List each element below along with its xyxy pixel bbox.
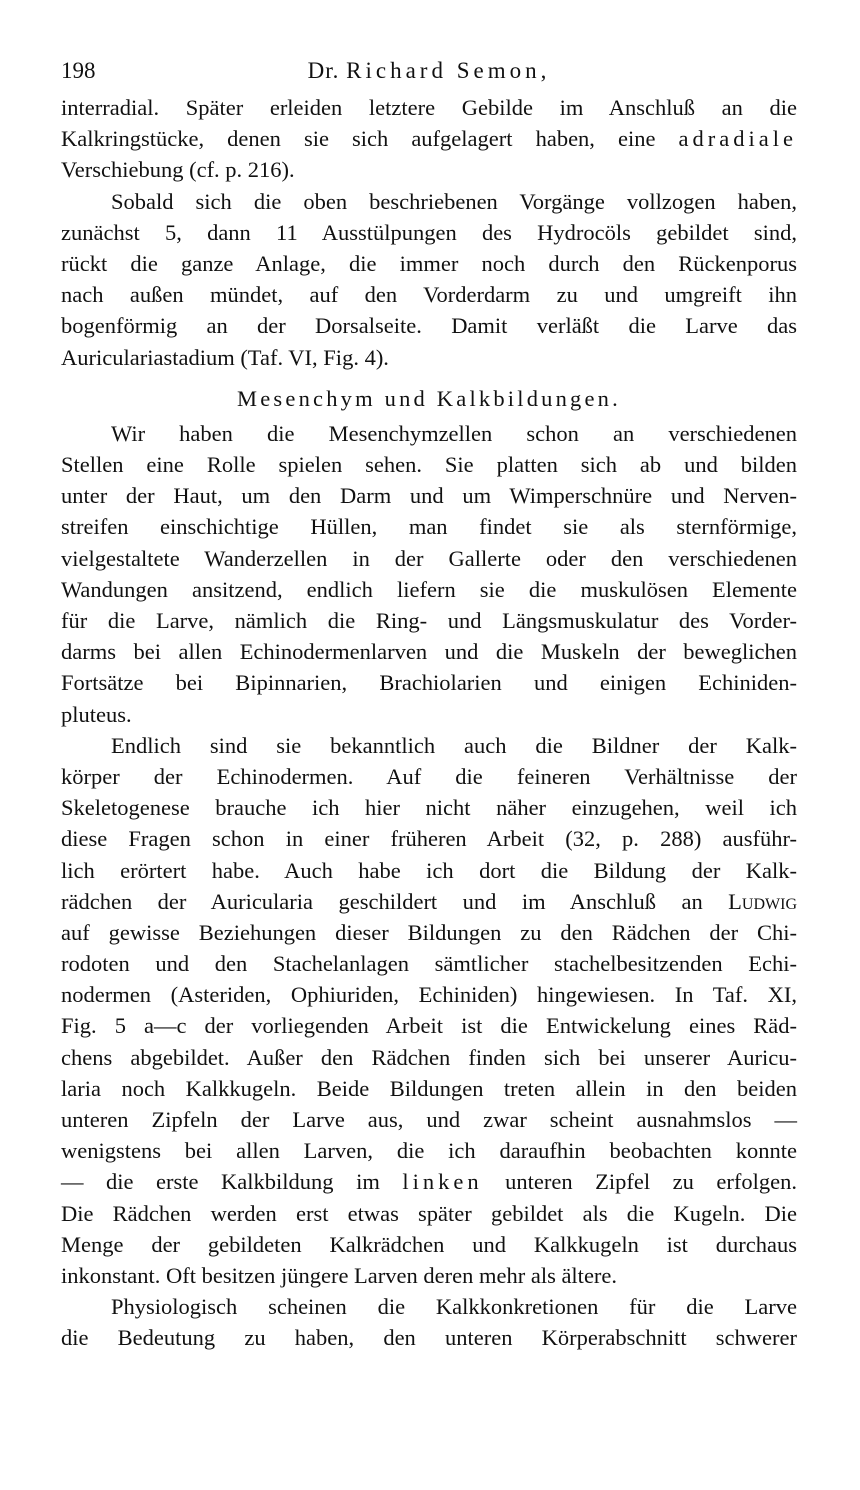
paragraph-3 [61,418,797,730]
text-line: bogenförmig an der Dorsalseite. Damit verläßt die Larve das [61,313,797,339]
text-line: diese Fragen schon in einer früheren Arbeit (32, p. 288) ausführ- [61,826,797,852]
text-line: Menge der gebildeten Kalkrädchen und Kalkkugeln ist durchaus [61,1231,797,1257]
text-line: streifen einschichtige Hüllen, man findet sie als sternförmige, [61,514,797,540]
text-run: Kalkringstücke, denen sie sich aufgelagert haben, eine [61,126,679,152]
author-prefix: Dr. [307,58,340,83]
paragraph-5 [61,1291,797,1353]
text-line: rodoten und den Stachelanlagen sämtlicher stachelbesitzenden Echi- [61,951,797,977]
text-line: Skeletogenese brauche ich hier nicht näher einzugehen, weil ich [61,795,797,821]
text-line: lich erörtert habe. Auch habe ich dort die Bildung der Kalk- [61,857,797,883]
text-line: darms bei allen Echinodermenlarven und die Muskeln der beweglichen [61,639,797,665]
text-line: interradial. Später erleiden letztere Gebilde im Anschluß an die [61,95,797,120]
text-line: Die Rädchen werden erst etwas später gebildet als die Kugeln. Die [61,1200,797,1226]
text-line: Endlich sind sie bekanntlich auch die Bildner der Kalk- [111,732,797,758]
text-line: pluteus. [61,701,132,727]
text-line: inkonstant. Oft besitzen jüngere Larven deren mehr als ältere. [61,1262,618,1288]
text-line: laria noch Kalkkugeln. Beide Bildungen treten allein in den beiden [61,1075,797,1101]
text-run: — die erste Kalkbildung im [61,1169,403,1195]
text-line: Sobald sich die oben beschriebenen Vorgänge vollzogen haben, [111,188,797,214]
paragraph-4 [61,730,797,1291]
running-head [61,52,797,92]
text-line: unter der Haut, um den Darm und um Wimperschnüre und Nerven- [61,483,797,509]
text-line: vielgestaltete Wanderzellen in der Gallerte oder den verschiedenen [61,545,797,571]
text-line: chens abgebildet. Außer den Rädchen finden sich bei unserer Auricu- [61,1044,797,1070]
paragraph-1 [61,92,797,186]
running-title [61,58,797,84]
text-line: Auriculariastadium (Taf. VI, Fig. 4). [61,344,389,370]
text-line: Wir haben die Mesenchymzellen schon an verschiedenen [111,420,797,446]
text-line: unteren Zipfeln der Larve aus, und zwar scheint ausnahmslos — [61,1107,797,1132]
emphasized-word: adradiale [678,126,797,152]
text-line: Physiologisch scheinen die Kalkkonkretionen für die Larve [111,1294,797,1320]
author-name: Richard Semon, [346,58,551,83]
text-line: rückt die ganze Anlage, die immer noch durch den Rückenporus [61,250,797,276]
text-line [61,1166,797,1197]
page-number: 198 [61,58,96,83]
text-line: wenigstens bei allen Larven, die ich daraufhin beobachten konnte [61,1138,797,1164]
text-line: Wandungen ansitzend, endlich liefern sie die muskulösen Elemente [61,576,797,602]
text-line: Verschiebung (cf. p. 216). [61,157,295,183]
text-line: Fortsätze bei Bipinnarien, Brachiolarien und einigen Echiniden- [61,670,797,696]
book-page [61,52,797,1354]
text-run: unteren Zipfel zu erfolgen. [482,1169,797,1195]
text-line: nach außen mündet, auf den Vorderdarm zu und umgreift ihn [61,282,797,308]
body-text [61,92,797,1354]
text-line: Stellen eine Rolle spielen sehen. Sie platten sich ab und bilden [61,452,797,478]
text-line: für die Larve, nämlich die Ring- und Längsmuskulatur des Vorder- [61,608,797,633]
text-line: auf gewisse Beziehungen dieser Bildungen zu den Rädchen der Chi- [61,919,797,945]
text-line: Fig. 5 a—c der vorliegenden Arbeit ist die Entwickelung eines Räd- [61,1013,797,1039]
text-line: zunächst 5, dann 11 Ausstülpungen des Hydrocöls gebildet sind, [61,219,797,245]
text-line: nodermen (Asteriden, Ophiuriden, Echiniden) hingewiesen. In Taf. XI, [61,982,797,1008]
text-line: die Bedeutung zu haben, den unteren Körperabschnitt schwerer [61,1325,797,1351]
paragraph-2 [61,186,797,373]
text-line [61,886,797,917]
text-line: körper der Echinodermen. Auf die feineren Verhältnisse der [61,763,797,789]
text-line [61,123,797,154]
text-run: rädchen der Auricularia geschildert und im Anschluß an [61,888,729,914]
author-citation: Ludwig [728,888,797,914]
section-heading: Mesenchym und Kalkbildungen. [237,385,621,411]
emphasized-word: linken [402,1169,483,1195]
